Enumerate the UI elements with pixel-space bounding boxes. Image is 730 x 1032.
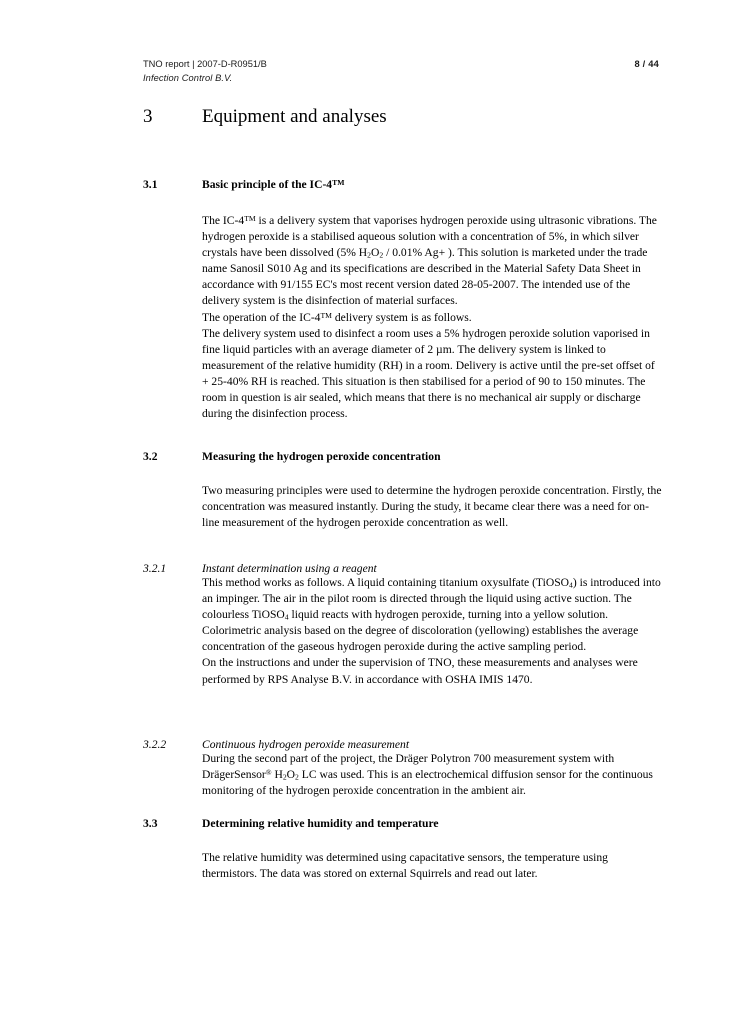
section-3-1 bbox=[143, 178, 664, 422]
section-3-2-2 bbox=[143, 738, 664, 799]
subscript-two: 2 bbox=[295, 772, 299, 782]
paragraph: On the instructions and under the supervision of TNO, these measurements and analyses were performed by RPS Analyse B.V. in accordance with OSHA IMIS 1470. bbox=[202, 656, 638, 686]
trademark-superscript: TM bbox=[332, 177, 345, 187]
section-3-2 bbox=[143, 450, 664, 531]
section-3-3-body bbox=[202, 850, 664, 882]
section-3-2-2-title: Continuous hydrogen peroxide measurement bbox=[202, 738, 410, 751]
section-3-1-number: 3.1 bbox=[143, 178, 158, 191]
section-3-2-2-body bbox=[202, 751, 664, 799]
subscript-four: 4 bbox=[284, 612, 289, 622]
paragraph: This method works as follows. A liquid containing titanium oxysulfate (TiOSO$_4$) is introduced into an impinger. The air in the pilot room is directed through the liquid using active suction. The colourless TiOSO$_4$ liquid reacts with hydrogen peroxide, turning into a yellow solution. bbox=[202, 576, 661, 622]
paragraph: The operation of the IC-4™ delivery system is as follows. bbox=[202, 310, 472, 324]
paragraph: Colorimetric analysis based on the degree of discoloration (yellowing) establishes the average concentration of the gaseous hydrogen peroxide during the active sampling period. bbox=[202, 624, 639, 654]
section-3-3-title: Determining relative humidity and temperature bbox=[202, 817, 439, 830]
section-3-2-1-title: Instant determination using a reagent bbox=[202, 562, 377, 575]
header-top-row bbox=[143, 58, 659, 72]
section-3-3-heading bbox=[143, 817, 664, 830]
section-3-2-1-body bbox=[202, 575, 664, 688]
section-3-1-heading bbox=[143, 178, 664, 191]
subscript-two: 2 bbox=[367, 250, 371, 260]
section-3-1-title bbox=[202, 178, 344, 191]
chapter-heading bbox=[143, 106, 663, 128]
section-3-2-1-heading bbox=[143, 562, 664, 575]
section-3-2-title: Measuring the hydrogen peroxide concentration bbox=[202, 450, 441, 463]
section-3-2-body bbox=[202, 483, 664, 531]
paragraph: The relative humidity was determined using capacitative sensors, the temperature using thermistors. The data was stored on external Squirrels and read out later. bbox=[202, 851, 608, 881]
trademark-superscript: TM bbox=[320, 310, 332, 320]
section-3-1-body bbox=[202, 213, 664, 422]
header-subtitle: Infection Control B.V. bbox=[143, 72, 233, 83]
section-3-2-heading bbox=[143, 450, 664, 463]
report-title: TNO report | 2007-D-R0951/B bbox=[143, 59, 267, 69]
paragraph: The IC-4™ is a delivery system that vaporises hydrogen peroxide using ultrasonic vibrations. The hydrogen peroxide is a stabilised aqueous solution with a concentration of 5%, in which silver crystals have been dissolved (5% $H_2O_2 / 0.01\%$ Ag+ ). This solution is marketed under the trade name Sanosil S010 Ag and its specifications are described in the Material Safety Data Sheet in accordance with 91/155 EC's most recent version dated 28-05-2007. The intended use of the delivery system is the disinfection of material surfaces. bbox=[202, 213, 657, 308]
section-3-2-number: 3.2 bbox=[143, 450, 158, 463]
section-3-3-number: 3.3 bbox=[143, 817, 158, 830]
section-3-2-1 bbox=[143, 562, 664, 688]
section-3-2-2-number: 3.2.2 bbox=[143, 738, 167, 751]
page-number: 8 / 44 bbox=[634, 59, 659, 69]
paragraph: During the second part of the project, the Dräger Polytron 700 measurement system with DrägerSensor® $H_2O_2$ LC was used. This is an electrochemical diffusion sensor for the continuous monitoring of the hydrogen peroxide concentration in the ambient air. bbox=[202, 752, 653, 798]
chapter-title: Equipment and analyses bbox=[202, 106, 387, 127]
subscript-two: 2 bbox=[282, 772, 287, 782]
section-3-2-2-heading bbox=[143, 738, 664, 751]
trademark-superscript: TM bbox=[244, 213, 256, 223]
page-header bbox=[143, 58, 659, 85]
chapter-number: 3 bbox=[143, 106, 153, 127]
subscript-two: 2 bbox=[379, 250, 384, 260]
paragraph: Two measuring principles were used to determine the hydrogen peroxide concentration. Firstly, the concentration was measured instantly. During the study, it became clear there was a need for on-line measurement of the hydrogen peroxide concentration as well. bbox=[202, 484, 662, 530]
section-3-1-title-text: Basic principle of the IC-4 bbox=[202, 178, 333, 191]
section-3-3 bbox=[143, 817, 664, 882]
section-3-2-1-number: 3.2.1 bbox=[143, 562, 167, 575]
paragraph: The delivery system used to disinfect a room uses a 5% hydrogen peroxide solution vaporised in fine liquid particles with an average diameter of 2 µm. The delivery system is linked to measurement of the relative humidity (RH) in a room. Delivery is active until the pre-set offset of + 25-40% RH is reached. This situation is then stabilised for a period of 90 to 150 minutes. The room in question is air sealed, which means that there is no mechanical air supply or discharge during the disinfection process. bbox=[202, 326, 655, 421]
subscript-four: 4 bbox=[569, 580, 573, 590]
registered-trademark-superscript: ® bbox=[265, 767, 272, 777]
